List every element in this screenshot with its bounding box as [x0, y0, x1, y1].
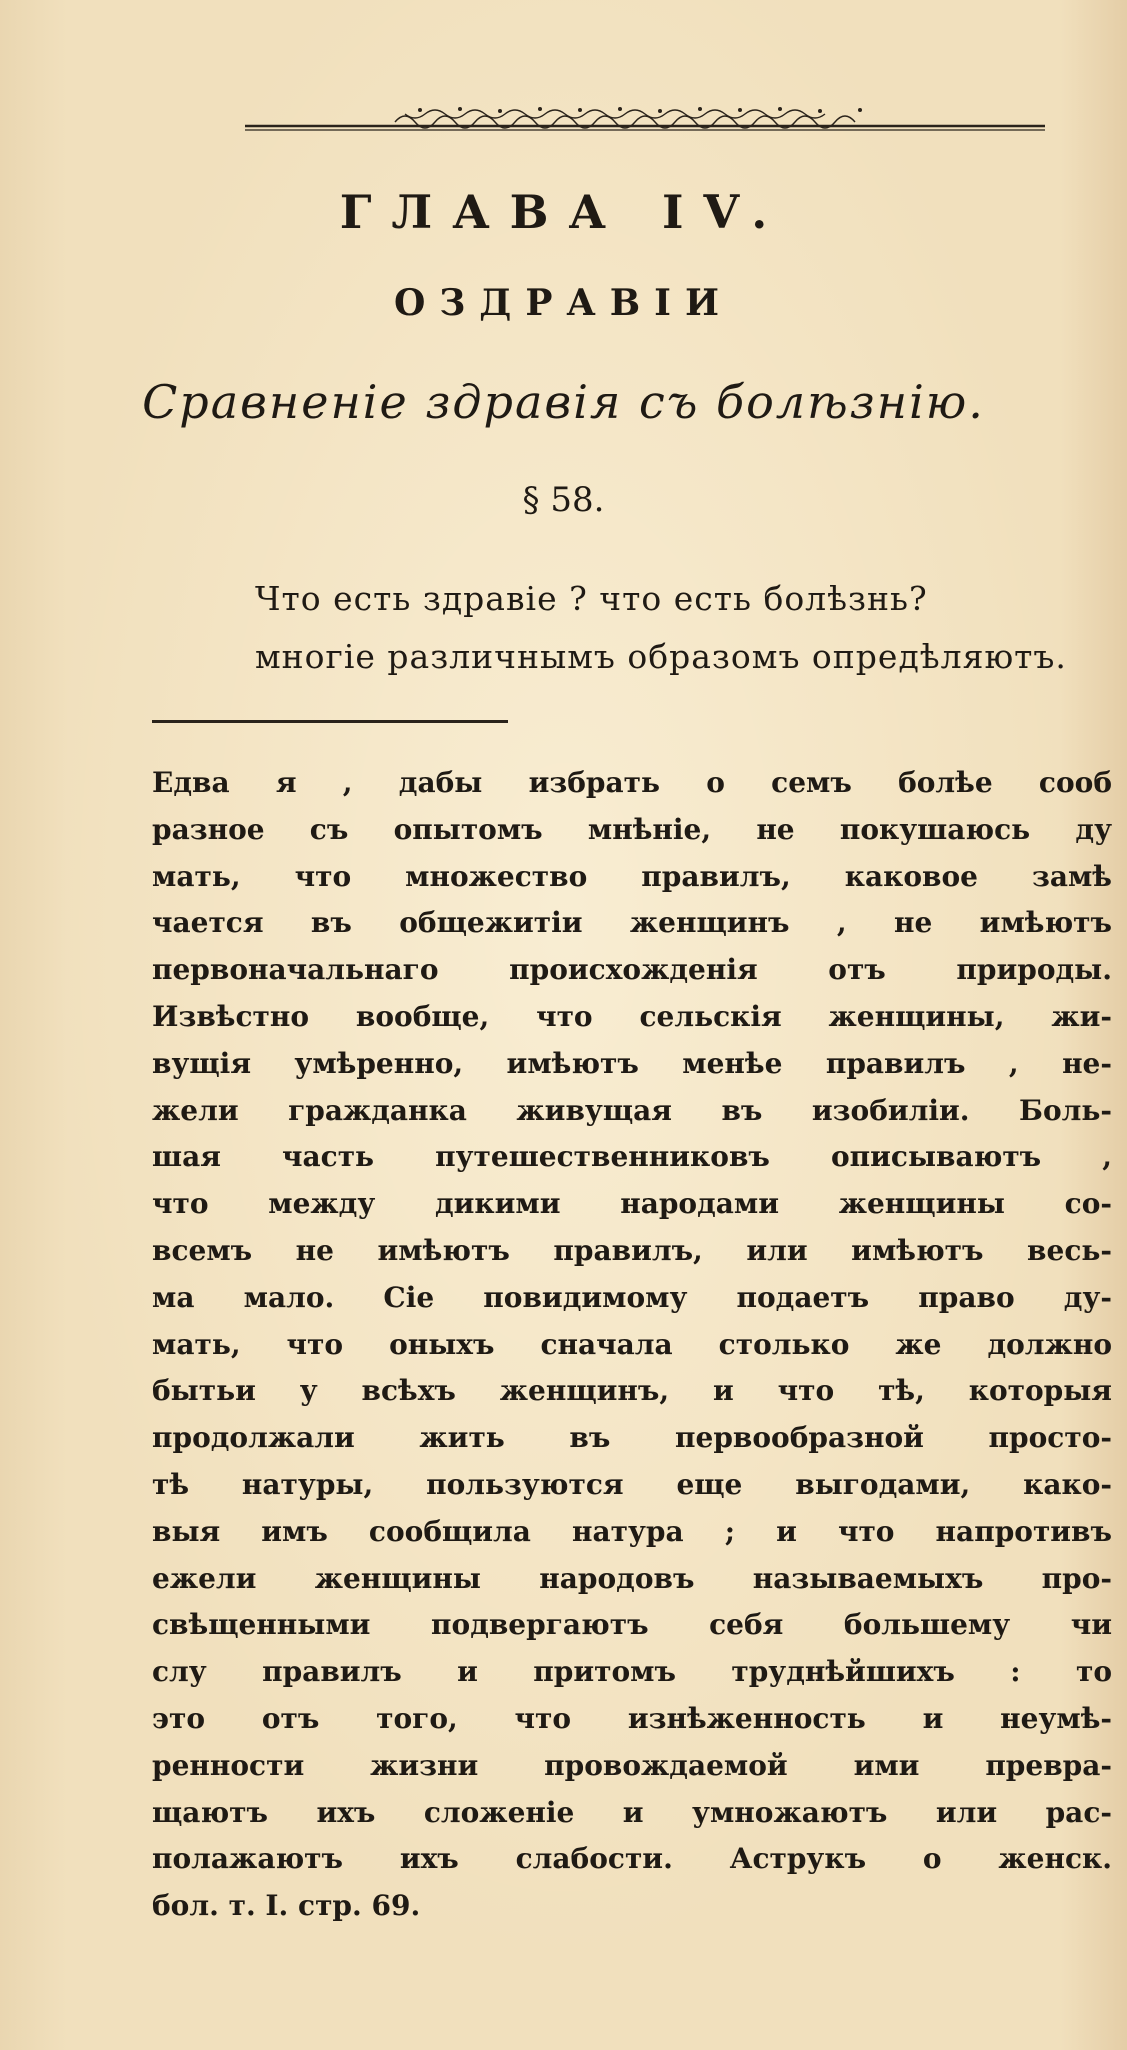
footnote-line: чается въ общежитіи женщинъ , не имѣютъ [152, 906, 1112, 940]
paragraph-number: § 58. [522, 480, 605, 520]
footnote-line: продолжали жить въ первообразной просто- [152, 1421, 1112, 1455]
footnote-line: разное съ опытомъ мнѣніе, не покушаюсь ду [152, 812, 1112, 846]
footnote-line: первоначальнаго происхожденія отъ природы. [152, 953, 1112, 987]
footnote-line: тѣ натуры, пользуются еще выгодами, како- [152, 1467, 1112, 1501]
ornamental-header-rule [245, 100, 1045, 140]
footnote-line: Извѣстно вообще, что сельскія женщины, жи- [152, 999, 1112, 1033]
footnote-line: это отъ того, что изнѣженность и неумѣ- [152, 1701, 1112, 1735]
footnote-line: полажаютъ ихъ слабости. Аструкъ о женск. [152, 1842, 1112, 1876]
footnote-line: слу правилъ и притомъ труднѣйшихъ : то [152, 1655, 1112, 1689]
footnote-line: вущія умѣренно, имѣютъ менѣе правилъ , не- [152, 1046, 1112, 1080]
footnote-block [152, 760, 1112, 1930]
intro-line: Что есть здравіе ? что есть болѣзнь? [255, 579, 928, 618]
footnote-line: мать, что множество правилъ, каковое замѣ [152, 859, 1112, 893]
footnote-line: всемъ не имѣютъ правилъ, или имѣютъ весь- [152, 1233, 1112, 1267]
footnote-line: мать, что оныхъ сначала столько же должно [152, 1327, 1112, 1361]
intro-paragraph [255, 570, 1095, 686]
footnote-line: ежели женщины народовъ называемыхъ про- [152, 1561, 1112, 1595]
footnote-line: что между дикими народами женщины со- [152, 1187, 1112, 1221]
chapter-title: ГЛАВА IV. [339, 185, 788, 239]
footnote-line: бытьи у всѣхъ женщинъ, и что тѣ, которыя [152, 1374, 1112, 1408]
section-title: ОЗДРАВIИ [393, 282, 733, 324]
footnote-line: Едва я , дабы избрать о семъ болѣе сооб [152, 766, 1112, 799]
footnote-divider [152, 720, 508, 723]
footnote-line: щаютъ ихъ сложеніе и умножаютъ или рас- [152, 1795, 1112, 1829]
footnote-line: ма мало. Сіе повидимому подаетъ право ду- [152, 1280, 1112, 1314]
footnote-line: свѣщенными подвергаютъ себя большему чи [152, 1608, 1112, 1642]
footnote-line: жели гражданка живущая въ изобиліи. Боль- [152, 1093, 1112, 1127]
footnote-line: шая часть путешественниковъ описываютъ , [152, 1140, 1112, 1174]
footnote-line: ренности жизни провождаемой ими превра- [152, 1748, 1112, 1782]
intro-line: многіе различнымъ образомъ опредѣляютъ. [255, 637, 1067, 676]
chapter-subtitle: Сравненіе здравія съ болѣзнію. [142, 375, 985, 429]
footnote-line: выя имъ сообщила натура ; и что напротивъ [152, 1514, 1112, 1548]
footnote-line: бол. т. I. стр. 69. [152, 1889, 421, 1923]
